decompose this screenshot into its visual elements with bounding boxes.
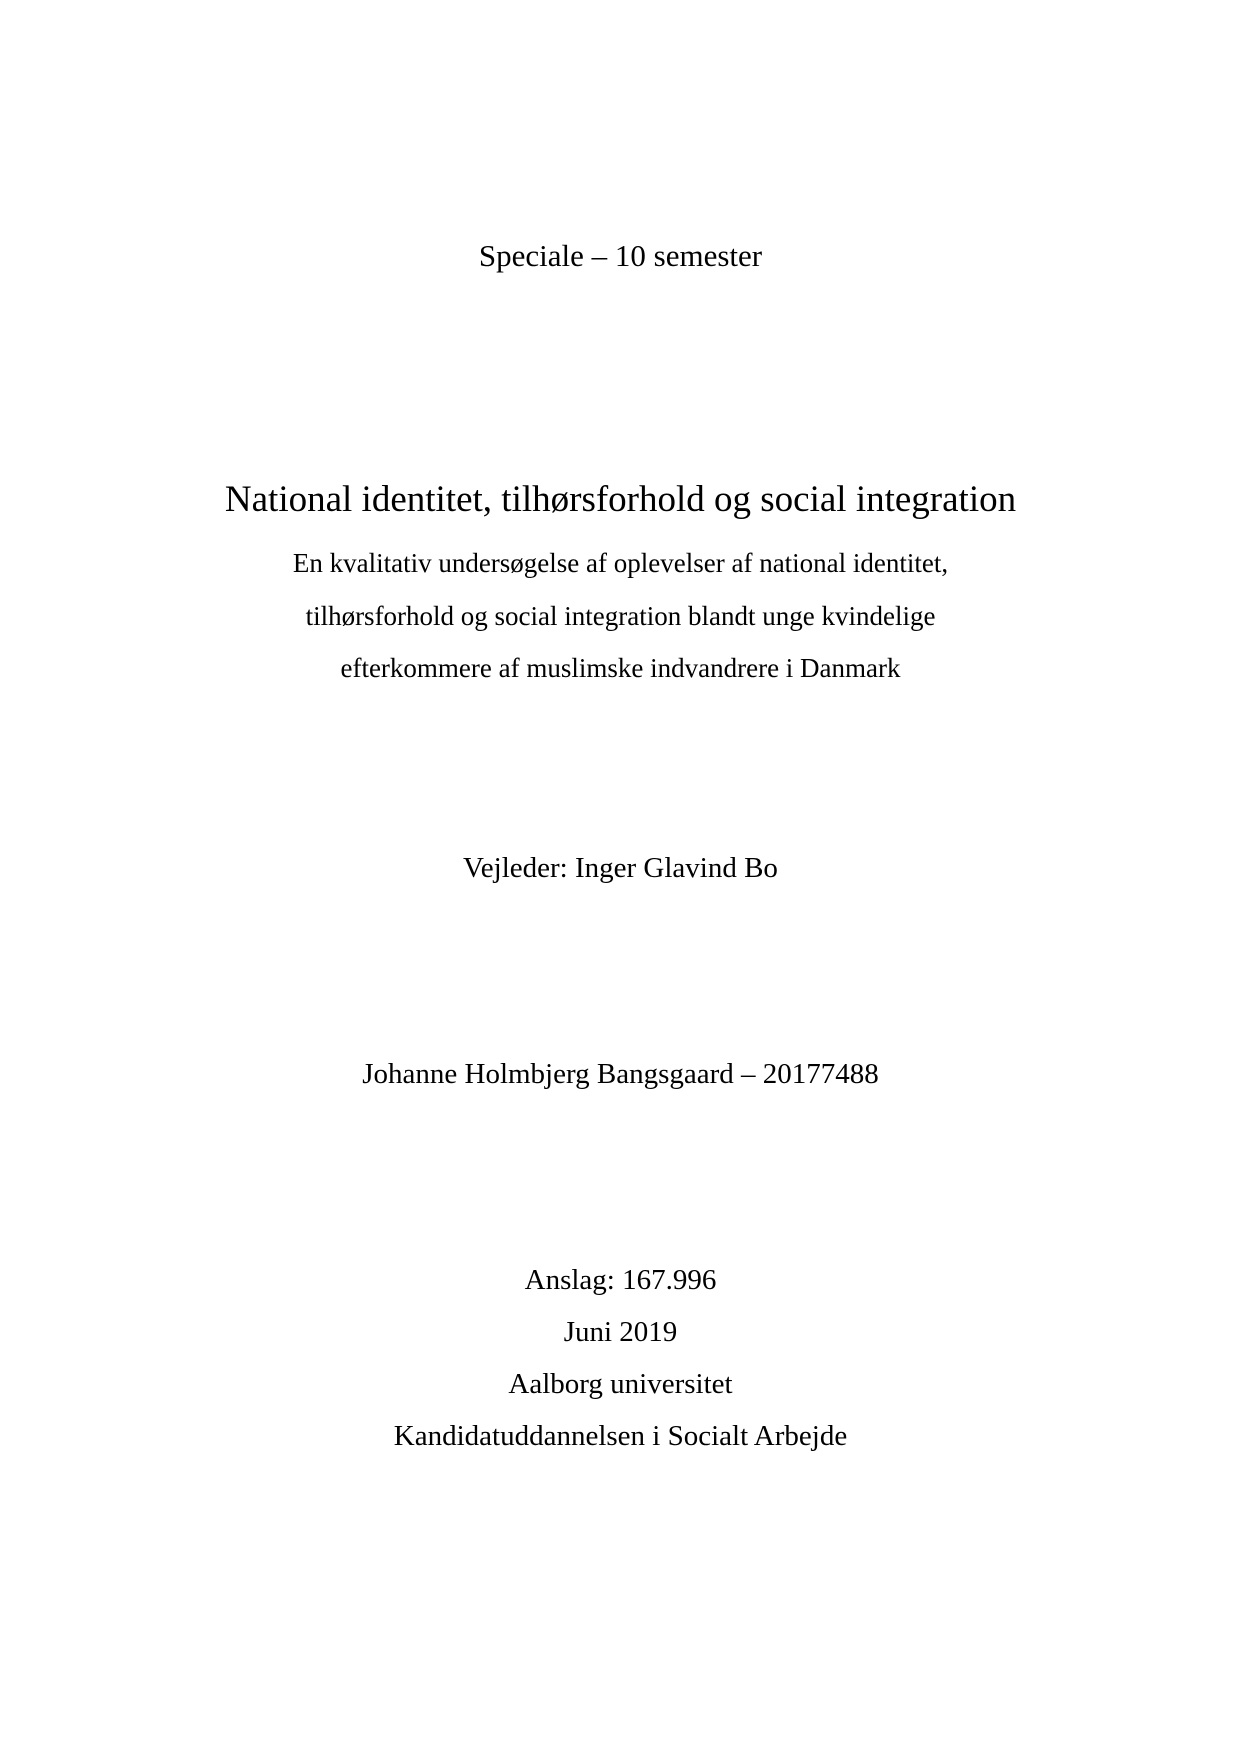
course-header: Speciale – 10 semester (478, 238, 763, 273)
date-line: Juni 2019 (563, 1316, 678, 1348)
author-line: Johanne Holmbjerg Bangsgaard – 20177488 (362, 1058, 879, 1090)
thesis-subtitle-line-1: En kvalitativ undersøgelse af oplevelser af national identitet, (292, 548, 949, 578)
thesis-subtitle-line-2: tilhørsforhold og social integration blandt unge kvindelige (305, 601, 936, 631)
supervisor-line: Vejleder: Inger Glavind Bo (463, 852, 778, 884)
programme-line: Kandidatuddannelsen i Socialt Arbejde (393, 1420, 848, 1452)
thesis-subtitle-line-3: efterkommere af muslimske indvandrere i Danmark (340, 653, 901, 683)
thesis-title: National identitet, tilhørsforhold og social integration (224, 479, 1017, 520)
character-count-line: Anslag: 167.996 (524, 1264, 717, 1296)
university-line: Aalborg universitet (508, 1368, 733, 1400)
